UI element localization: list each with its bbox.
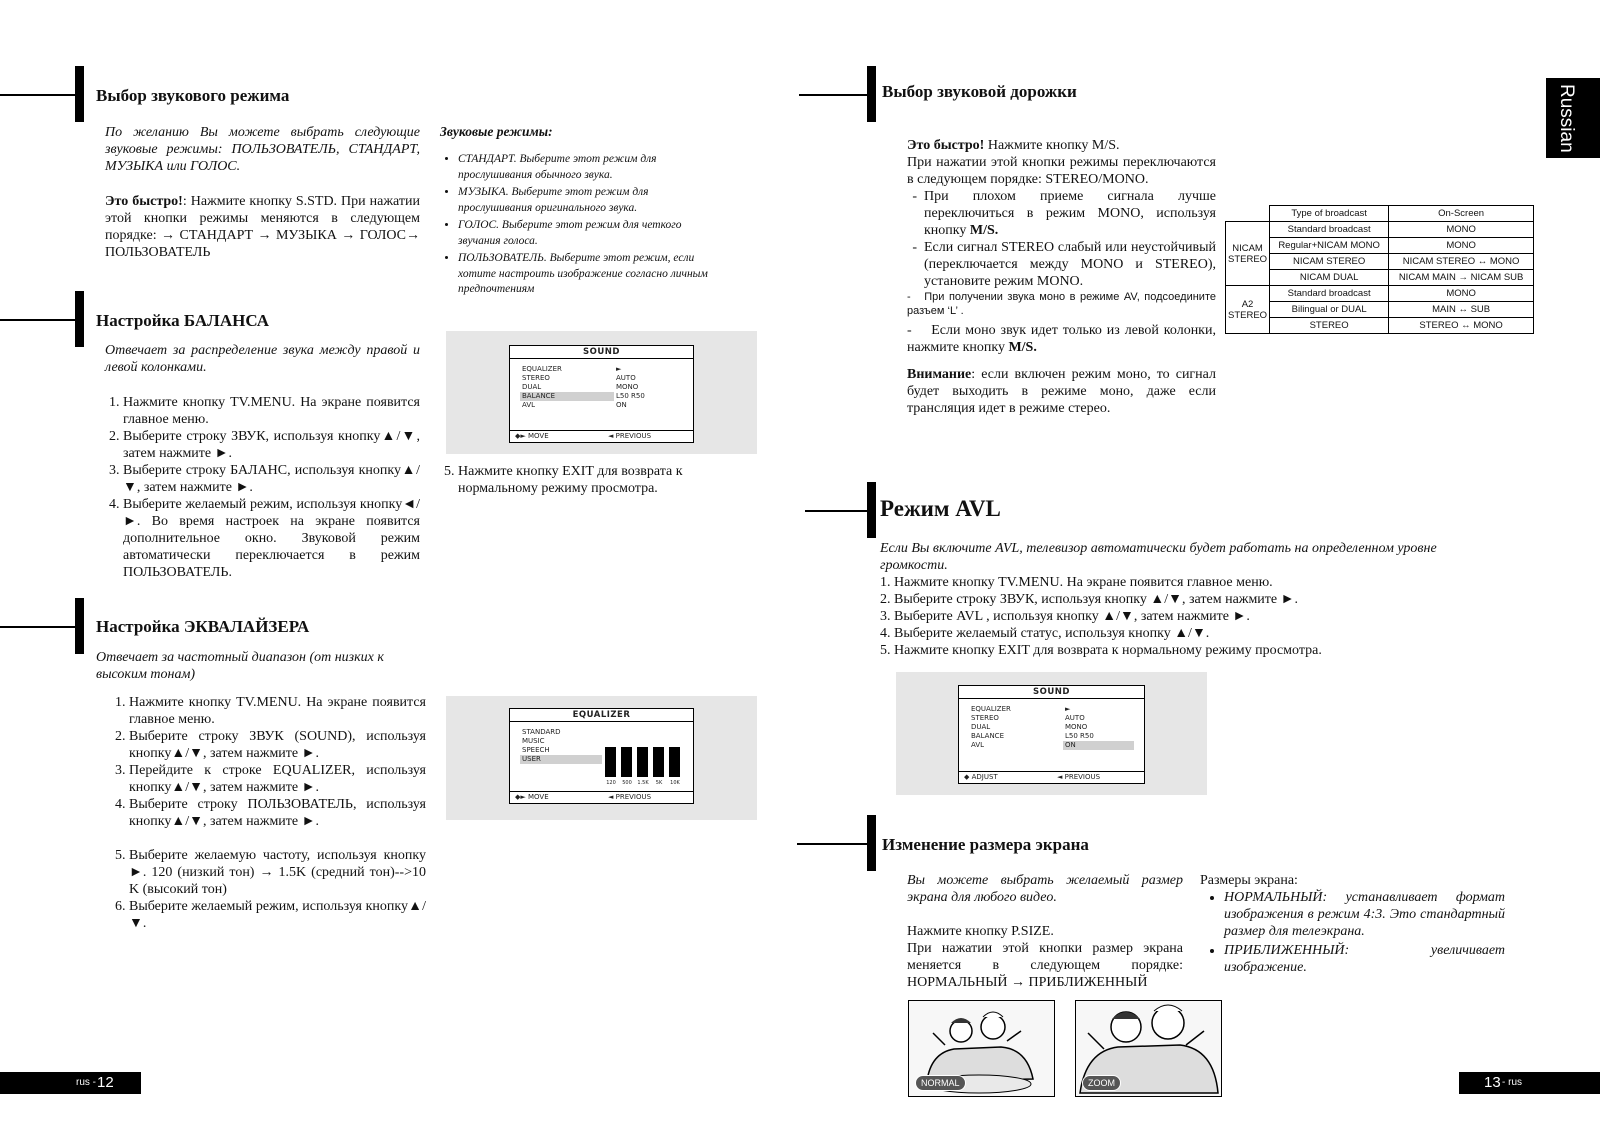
section-bar	[867, 66, 876, 122]
list-item: 4. Выберите строку ПОЛЬЗОВАТЕЛЬ, используя кнопку▲/▼, затем нажмите ►.	[129, 796, 426, 830]
sound-modes-list	[440, 124, 710, 300]
list-item: • ГОЛОС. Выберите этот режим для четкого звучания голоса.	[458, 218, 710, 249]
osd-row-label: STEREO	[971, 714, 999, 722]
osd-row-label: AVL	[971, 741, 985, 749]
table-cell: STEREO	[1270, 318, 1389, 334]
eq-bar	[669, 747, 680, 777]
equalizer-intro: Отвечает за частотный диапазон (от низких к высоким тонам)	[96, 650, 384, 682]
table-cell: NICAM MAIN → NICAM SUB	[1389, 270, 1534, 286]
osd-sound-menu	[509, 345, 694, 443]
screen-sizes-list	[1200, 872, 1505, 978]
table-cell: MAIN ↔ SUB	[1389, 302, 1534, 318]
eq-band-label: 5K	[655, 780, 663, 786]
list-item: 3. Перейдите к строке EQUALIZER, используя кнопку▲/▼, затем нажмите ►.	[129, 762, 426, 796]
list-item: 3. Выберите строку БАЛАНС, используя кнопку▲/▼, затем нажмите ►.	[123, 462, 420, 496]
list-item: • МУЗЫКА. Выберите этот режим для прослушивания оригинального звука.	[458, 185, 710, 216]
eq-band-label: 120	[606, 780, 616, 786]
list-item: 4. Выберите желаемый статус, используя кнопку ▲/▼.	[880, 626, 1210, 641]
table-cell: MONO	[1389, 222, 1534, 238]
list-item: • ПОЛЬЗОВАТЕЛЬ. Выберите этот режим, если хотите настроить изображение согласно личным предпочтениям	[458, 251, 710, 298]
list-item: 2. Выберите строку ЗВУК (SOUND), используя кнопку▲/▼, затем нажмите ►.	[129, 728, 426, 762]
sound-mode-quick	[105, 193, 420, 261]
table-header: Type of broadcast	[1270, 206, 1389, 222]
rule	[799, 94, 867, 96]
table-cell: NICAM STEREO	[1270, 254, 1389, 270]
osd-title: SOUND	[510, 346, 693, 359]
osd-title: EQUALIZER	[510, 709, 693, 722]
quick-text: Нажмите кнопку M/S.	[984, 138, 1120, 153]
osd-foot-move: ◆► MOVE	[515, 432, 549, 440]
balance-intro: Отвечает за распределение звука между правой и левой колонками.	[105, 343, 420, 375]
osd-row-label: SPEECH	[522, 746, 550, 754]
section-bar	[75, 598, 84, 654]
screen-size-title: Изменение размера экрана	[882, 835, 1089, 854]
table-cell: Bilingual or DUAL	[1270, 302, 1389, 318]
balance-steps	[105, 394, 420, 581]
rule	[0, 626, 75, 628]
rule	[0, 319, 75, 321]
eq-band-label: 1.5K	[637, 780, 649, 786]
osd-row-value: L50 R50	[1065, 732, 1094, 740]
osd-title: SOUND	[959, 686, 1144, 699]
osd-row-value: MONO	[616, 383, 639, 391]
table-cell: NICAM DUAL	[1270, 270, 1389, 286]
table-cell: NICAM STEREO ↔ MONO	[1389, 254, 1534, 270]
section-bar	[867, 482, 876, 538]
list-item: 3. Выберите AVL , используя кнопку ▲/▼, затем нажмите ►.	[880, 609, 1250, 624]
table-cell: Standard broadcast	[1270, 286, 1389, 302]
eq-band-label: 500	[622, 780, 632, 786]
list-item: 5. Выберите желаемую частоту, используя кнопку ►. 120 (низкий тон) → 1.5K (средний тон)-->10 K (высокий тон)	[129, 847, 426, 898]
table-cell: Standard broadcast	[1270, 222, 1389, 238]
language-tab-label: Russian	[1556, 84, 1577, 153]
page-number: 13	[1484, 1074, 1501, 1091]
eq-bar	[605, 747, 616, 777]
broadcast-table	[1225, 205, 1534, 334]
avl-steps	[880, 574, 1480, 659]
track-warning: Внимание: если включен режим моно, то сигнал будет выходить в режиме моно, даже если трансляция идет в режиме стерео.	[907, 367, 1216, 416]
table-cell: MONO	[1389, 286, 1534, 302]
table-cell: MONO	[1389, 238, 1534, 254]
osd-screenshot-panel	[896, 672, 1207, 795]
balance-title: Настройка БАЛАНСА	[96, 311, 270, 330]
osd-row-label: EQUALIZER	[522, 365, 562, 373]
quick-label: Это быстро!	[105, 194, 183, 209]
osd-screenshot-panel	[446, 331, 757, 454]
eq-bar	[653, 747, 664, 777]
page-number-left	[0, 1072, 141, 1094]
section-bar	[75, 291, 84, 347]
sound-modes-title: Звуковые режимы:	[440, 124, 553, 139]
osd-row-label: STANDARD	[522, 728, 561, 736]
osd-row-label: STEREO	[522, 374, 550, 382]
rule	[805, 510, 867, 512]
list-item: 1. Нажмите кнопку TV.MENU. На экране появится главное меню.	[880, 575, 1273, 590]
osd-row-label: BALANCE	[971, 732, 1004, 740]
track-text	[907, 137, 1216, 417]
track-b2: - Если сигнал STEREO слабый или неустойчивый (переключается между MONO и STEREO), установите режим MONO.	[924, 239, 1216, 290]
osd-row-label: MUSIC	[522, 737, 545, 745]
osd-row-value: AUTO	[616, 374, 636, 382]
osd-row-value: ►	[616, 365, 622, 373]
zoom-screen-image	[1075, 1000, 1222, 1097]
section-bar	[75, 66, 84, 122]
list-item: • НОРМАЛЬНЫЙ: устанавливает формат изображения в режим 4:3. Это стандартный размер для телеэкрана.	[1224, 889, 1505, 940]
quick-text: : Нажмите кнопку S.STD. При нажатии этой кнопки режимы меняются в следующем порядке: → СТАНДАРТ → МУЗЫКА → ГОЛОС→ ПОЛЬЗОВАТЕЛЬ	[105, 194, 420, 260]
eq-bar	[621, 747, 632, 777]
osd-row-value: AUTO	[1065, 714, 1085, 722]
page-number: 12	[97, 1074, 114, 1091]
osd-foot-previous: ◄ PREVIOUS	[608, 432, 652, 440]
avl-title: Режим AVL	[880, 496, 1001, 521]
osd-foot-move: ◆► MOVE	[515, 793, 549, 801]
eq-bars	[605, 747, 680, 777]
eq-band-label: 10K	[670, 780, 680, 786]
osd-equalizer-menu	[509, 708, 694, 804]
list-item: 6. Выберите желаемый режим, используя кнопку▲/▼.	[129, 898, 426, 932]
osd-row-label: AVL	[522, 401, 536, 409]
table-group: NICAM STEREO	[1226, 222, 1270, 286]
track-b1-key: M/S.	[969, 223, 999, 238]
sound-mode-title: Выбор звукового режима	[96, 86, 290, 105]
osd-avl-menu	[958, 685, 1145, 784]
table-cell: Regular+NICAM MONO	[1270, 238, 1389, 254]
osd-row-value: ON	[1063, 741, 1134, 750]
osd-row-value: MONO	[1065, 723, 1088, 731]
screen-size-text	[907, 872, 1183, 991]
screen-size-order: При нажатии этой кнопки размер экрана меняется в следующем порядке: НОРМАЛЬНЫЙ → ПРИБЛИЖЕННЫЙ	[907, 941, 1183, 990]
normal-label: NORMAL	[915, 1075, 966, 1091]
osd-row-value: ON	[616, 401, 627, 409]
table-group: A2 STEREO	[1226, 286, 1270, 334]
track-b4: - Если моно звук идет только из левой колонки, нажмите кнопку M/S.	[907, 323, 1216, 355]
rule	[0, 94, 75, 96]
eq-band-labels	[603, 780, 683, 786]
sound-mode-intro: По желанию Вы можете выбрать следующие звуковые режимы: ПОЛЬЗОВАТЕЛЬ, СТАНДАРТ, МУЗЫКА или ГОЛОС.	[105, 125, 420, 174]
eq-bar	[637, 747, 648, 777]
balance-step-5	[440, 463, 710, 497]
track-title: Выбор звуковой дорожки	[882, 82, 1077, 101]
osd-row-label: EQUALIZER	[971, 705, 1011, 713]
avl-intro: Если Вы включите AVL, телевизор автоматически будет работать на определенном уровне громкости.	[880, 541, 1437, 573]
track-b1: При плохом приеме сигнала лучше переключиться в режим MONO, используя кнопку	[924, 189, 1216, 238]
list-item: • ПРИБЛИЖЕННЫЙ: увеличивает изображение.	[1224, 942, 1505, 976]
table-header: On-Screen	[1389, 206, 1534, 222]
section-bar	[867, 815, 876, 871]
osd-foot-previous: ◄ PREVIOUS	[1057, 773, 1101, 781]
table-cell: STEREO ↔ MONO	[1389, 318, 1534, 334]
track-b3: - При получении звука моно в режиме AV, подсоедините разъем ‘L’ .	[907, 291, 1216, 317]
list-item: 1. Нажмите кнопку TV.MENU. На экране появится главное меню.	[129, 694, 426, 728]
osd-row-value: L50 R50	[616, 392, 645, 400]
list-item: 5. Нажмите кнопку EXIT для возврата к нормальному режиму просмотра.	[880, 643, 1322, 658]
normal-screen-image	[908, 1000, 1055, 1097]
osd-row-label: USER	[520, 755, 602, 764]
list-item: 2. Выберите строку ЗВУК, используя кнопку▲/▼, затем нажмите ►.	[123, 428, 420, 462]
screen-size-press: Нажмите кнопку P.SIZE.	[907, 924, 1054, 939]
osd-screenshot-panel	[446, 696, 757, 820]
quick-label: Это быстро!	[907, 138, 985, 153]
osd-row-label: DUAL	[522, 383, 542, 391]
list-item: 1. Нажмите кнопку TV.MENU. На экране появится главное меню.	[123, 394, 420, 428]
osd-row-label: DUAL	[971, 723, 991, 731]
language-tab	[1546, 78, 1600, 158]
page-suffix: - rus	[1502, 1077, 1522, 1088]
list-item: 2. Выберите строку ЗВУК, используя кнопку ▲/▼, затем нажмите ►.	[880, 592, 1298, 607]
osd-foot-adjust: ◆ ADJUST	[964, 773, 998, 781]
list-item: 4. Выберите желаемый режим, используя кнопку◄/►. Во время настроек на экране появится дополнительное окно. Звуковой режим автоматически переключается в режим ПОЛЬЗОВАТЕЛЬ.	[123, 496, 420, 581]
list-item: 5. Нажмите кнопку EXIT для возврата к нормальному режиму просмотра.	[458, 463, 710, 497]
list-item: • СТАНДАРТ. Выберите этот режим для прослушивания обычного звука.	[458, 152, 710, 183]
screen-size-intro: Вы можете выбрать желаемый размер экрана для любого видео.	[907, 873, 1183, 905]
osd-row-label: BALANCE	[520, 392, 614, 401]
osd-row-value: ►	[1065, 705, 1071, 713]
osd-foot-previous: ◄ PREVIOUS	[608, 793, 652, 801]
page-number-right	[1459, 1072, 1600, 1094]
equalizer-title: Настройка ЭКВАЛАЙЗЕРА	[96, 617, 310, 636]
equalizer-steps	[110, 694, 426, 932]
track-p1: При нажатии этой кнопки режимы переключаются в следующем порядке: STEREO/MONO.	[907, 155, 1216, 187]
rule	[797, 843, 867, 845]
page-prefix: rus -	[76, 1077, 96, 1088]
zoom-label: ZOOM	[1082, 1075, 1121, 1091]
screen-sizes-title: Размеры экрана:	[1200, 873, 1298, 888]
